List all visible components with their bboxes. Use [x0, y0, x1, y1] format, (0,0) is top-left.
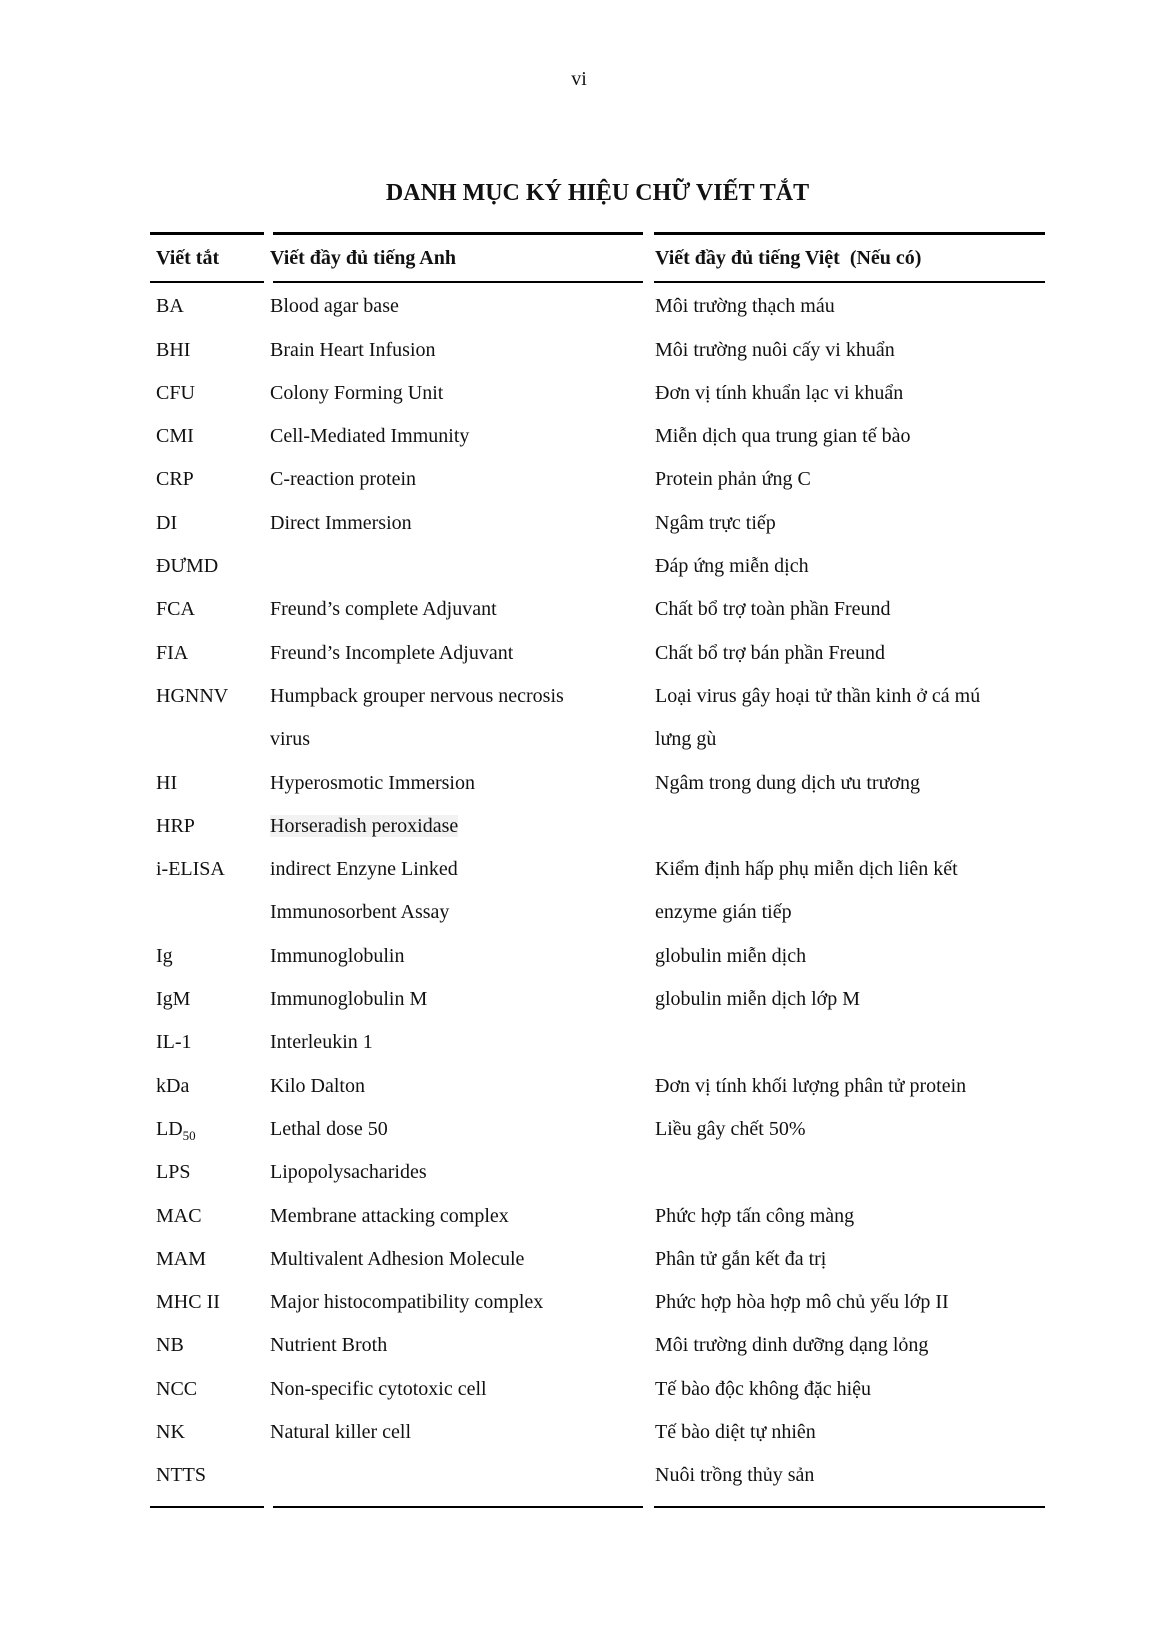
- table-row: [150, 285, 1045, 328]
- vietnamese-cell: [648, 1151, 1045, 1194]
- cell-line: Phức hợp hòa hợp mô chủ yếu lớp II: [655, 1291, 949, 1314]
- vietnamese-cell: [648, 329, 1045, 372]
- vietnamese-cell: [648, 285, 1045, 328]
- cell-line: Đơn vị tính khuẩn lạc vi khuẩn: [655, 381, 904, 404]
- table-header-row: [150, 235, 1045, 281]
- table-row: [150, 1324, 1045, 1367]
- vietnamese-cell: [648, 935, 1045, 978]
- cell-line: MHC II: [156, 1291, 220, 1314]
- cell-line: Miễn dịch qua trung gian tế bào: [655, 425, 911, 448]
- vietnamese-cell: [648, 762, 1045, 805]
- abbreviation-cell: [150, 978, 268, 1021]
- english-cell: [268, 848, 648, 935]
- cell-line: i-ELISA: [156, 858, 225, 881]
- cell-line: Môi trường nuôi cấy vi khuẩn: [655, 338, 895, 361]
- english-cell: [268, 1151, 648, 1194]
- vietnamese-cell: [648, 545, 1045, 588]
- english-cell: [268, 1411, 648, 1454]
- cell-line: Cell-Mediated Immunity: [270, 425, 470, 448]
- vietnamese-cell: [648, 502, 1045, 545]
- cell-line: MAC: [156, 1204, 202, 1227]
- english-cell: [268, 329, 648, 372]
- abbreviation-cell: [150, 372, 268, 415]
- rule-segment: [654, 281, 1045, 284]
- vietnamese-cell: [648, 588, 1045, 631]
- cell-line: lưng gù: [655, 728, 717, 751]
- table-row: [150, 805, 1045, 848]
- cell-line: IgM: [156, 988, 191, 1011]
- vietnamese-cell: [648, 1065, 1045, 1108]
- header-vietnamese: Viết đầy đủ tiếng Việt (Nếu có): [655, 246, 922, 269]
- page-title: DANH MỤC KÝ HIỆU CHỮ VIẾT TẮT: [385, 180, 810, 206]
- table-row: [150, 848, 1045, 935]
- table-row: [150, 675, 1045, 762]
- vietnamese-cell: [648, 415, 1045, 458]
- rule-segment: [273, 281, 643, 284]
- table-row: [150, 329, 1045, 372]
- cell-line: DI: [156, 511, 178, 534]
- english-cell: [268, 588, 648, 631]
- english-cell: [268, 1368, 648, 1411]
- abbreviation-cell: [150, 1454, 268, 1497]
- table-row: [150, 1411, 1045, 1454]
- abbreviation-cell: [150, 1411, 268, 1454]
- cell-line: Loại virus gây hoại tử thần kinh ở cá mú: [655, 684, 981, 707]
- table-row: [150, 502, 1045, 545]
- abbreviation-cell: [150, 632, 268, 675]
- cell-line: $LD_{50}$: [156, 1117, 196, 1143]
- vietnamese-cell: [648, 1195, 1045, 1238]
- cell-line: globulin miễn dịch lớp M: [655, 988, 861, 1011]
- abbreviation-cell: [150, 762, 268, 805]
- abbreviation-cell: [150, 1151, 268, 1194]
- cell-line: CFU: [156, 381, 195, 404]
- cell-line: Tế bào độc không đặc hiệu: [655, 1377, 872, 1400]
- cell-line: Colony Forming Unit: [270, 381, 444, 404]
- vietnamese-cell: [648, 1368, 1045, 1411]
- table-row: [150, 1454, 1045, 1497]
- vietnamese-cell: [648, 1411, 1045, 1454]
- cell-line: Kilo Dalton: [270, 1074, 365, 1097]
- cell-line: Phân tử gắn kết đa trị: [655, 1247, 827, 1270]
- cell-line: NB: [156, 1334, 184, 1357]
- english-cell: [268, 1238, 648, 1281]
- english-cell: [268, 415, 648, 458]
- table-row: [150, 372, 1045, 415]
- vietnamese-cell: [648, 805, 1045, 848]
- cell-line: Direct Immersion: [270, 511, 412, 534]
- rule-segment: [654, 1506, 1045, 1509]
- english-cell: [268, 1021, 648, 1064]
- english-cell: [268, 1108, 648, 1151]
- english-cell: [268, 1324, 648, 1367]
- cell-line: Humpback grouper nervous necrosis: [270, 684, 564, 707]
- cell-line: indirect Enzyne Linked: [270, 858, 458, 881]
- cell-line: Multivalent Adhesion Molecule: [270, 1247, 525, 1270]
- cell-line: Tế bào diệt tự nhiên: [655, 1421, 816, 1444]
- cell-line: Interleukin 1: [270, 1031, 373, 1054]
- cell-line: Major histocompatibility complex: [270, 1291, 544, 1314]
- english-cell: [268, 285, 648, 328]
- abbreviation-cell: [150, 1368, 268, 1411]
- abbreviation-cell: [150, 1238, 268, 1281]
- vietnamese-cell: [648, 1281, 1045, 1324]
- cell-line: Freund’s complete Adjuvant: [270, 598, 497, 621]
- abbreviation-subscript: 50: [182, 1127, 196, 1143]
- cell-line: NCC: [156, 1377, 198, 1400]
- table-row: [150, 632, 1045, 675]
- vietnamese-cell: [648, 1238, 1045, 1281]
- table-row: [150, 1021, 1045, 1064]
- cell-line: Brain Heart Infusion: [270, 338, 436, 361]
- cell-line: Liều gây chết 50%: [655, 1117, 806, 1140]
- cell-line: HRP: [156, 814, 195, 837]
- vietnamese-cell: [648, 1021, 1045, 1064]
- vietnamese-cell: [648, 848, 1045, 935]
- cell-line: Freund’s Incomplete Adjuvant: [270, 641, 514, 664]
- cell-line: Immunosorbent Assay: [270, 901, 450, 924]
- vietnamese-cell: [648, 675, 1045, 762]
- abbreviation-cell: [150, 935, 268, 978]
- table-row: [150, 978, 1045, 1021]
- rule-segment: [150, 1506, 264, 1509]
- english-cell: [268, 1454, 648, 1497]
- table-rule-header-bottom: [150, 281, 1045, 284]
- table-row: [150, 935, 1045, 978]
- abbreviation-cell: [150, 848, 268, 935]
- vietnamese-cell: [648, 1324, 1045, 1367]
- cell-line: Hyperosmotic Immersion: [270, 771, 475, 794]
- cell-line: Nuôi trồng thủy sản: [655, 1464, 815, 1487]
- cell-line: Lipopolysacharides: [270, 1161, 427, 1184]
- table-row: [150, 1368, 1045, 1411]
- page-number: vi: [571, 68, 587, 90]
- cell-line: Môi trường dinh dưỡng dạng lỏng: [655, 1334, 929, 1357]
- cell-line: Immunoglobulin M: [270, 988, 428, 1011]
- cell-line: Chất bổ trợ bán phần Freund: [655, 641, 885, 664]
- abbreviation-cell: [150, 588, 268, 631]
- abbreviation-cell: [150, 458, 268, 501]
- cell-line: Kiểm định hấp phụ miễn dịch liên kết: [655, 858, 958, 881]
- abbreviation-cell: [150, 1195, 268, 1238]
- abbreviation-cell: [150, 502, 268, 545]
- english-cell: [268, 458, 648, 501]
- cell-line: Nutrient Broth: [270, 1334, 388, 1357]
- cell-line: BHI: [156, 338, 191, 361]
- cell-line: globulin miễn dịch: [655, 944, 807, 967]
- cell-line: Non-specific cytotoxic cell: [270, 1377, 487, 1400]
- vietnamese-cell: [648, 372, 1045, 415]
- highlighted-text: Horseradish peroxidase: [270, 814, 459, 837]
- abbreviation-cell: [150, 1108, 268, 1151]
- table-row: [150, 1238, 1045, 1281]
- header-abbreviation: Viết tắt: [156, 246, 220, 269]
- table-row: [150, 1065, 1045, 1108]
- english-cell: [268, 1065, 648, 1108]
- abbreviation-cell: [150, 545, 268, 588]
- rule-segment: [150, 232, 264, 235]
- english-cell: [268, 632, 648, 675]
- vietnamese-cell: [648, 632, 1045, 675]
- table-row: [150, 1108, 1045, 1151]
- cell-line: Protein phản ứng C: [655, 468, 811, 491]
- cell-line: NK: [156, 1421, 185, 1444]
- cell-line: FIA: [156, 641, 189, 664]
- cell-line: Đơn vị tính khối lượng phân tử protein: [655, 1074, 967, 1097]
- vietnamese-cell: [648, 1454, 1045, 1497]
- english-cell: [268, 1281, 648, 1324]
- cell-line: NTTS: [156, 1464, 206, 1487]
- cell-line: Lethal dose 50: [270, 1117, 388, 1140]
- abbreviation-cell: [150, 329, 268, 372]
- cell-line: Natural killer cell: [270, 1421, 412, 1444]
- cell-line: Membrane attacking complex: [270, 1204, 509, 1227]
- vietnamese-cell: [648, 1108, 1045, 1151]
- table-row: [150, 1151, 1045, 1194]
- table-row: [150, 762, 1045, 805]
- table-row: [150, 588, 1045, 631]
- cell-line: CRP: [156, 468, 194, 491]
- cell-line: Ngâm trong dung dịch ưu trương: [655, 771, 920, 794]
- english-cell: [268, 762, 648, 805]
- vietnamese-cell: [648, 978, 1045, 1021]
- cell-line: Đáp ứng miễn dịch: [655, 555, 809, 578]
- english-cell: [268, 502, 648, 545]
- abbreviations-table: [150, 232, 1045, 1508]
- abbreviation-cell: [150, 1065, 268, 1108]
- cell-line: enzyme gián tiếp: [655, 901, 792, 924]
- cell-line: IL-1: [156, 1031, 192, 1054]
- abbreviation-cell: [150, 1324, 268, 1367]
- abbreviation-cell: [150, 285, 268, 328]
- rule-segment: [273, 1506, 643, 1509]
- table-row: [150, 1281, 1045, 1324]
- table-row: [150, 1195, 1045, 1238]
- english-cell: [268, 805, 648, 848]
- rule-segment: [273, 232, 643, 235]
- cell-line: LPS: [156, 1161, 191, 1184]
- table-rule-bottom: [150, 1506, 1045, 1509]
- cell-line: BA: [156, 295, 184, 318]
- english-cell: [268, 978, 648, 1021]
- cell-line: kDa: [156, 1074, 190, 1097]
- cell-line: HGNNV: [156, 684, 229, 707]
- english-cell: [268, 1195, 648, 1238]
- cell-line: Môi trường thạch máu: [655, 295, 835, 318]
- abbreviation-cell: [150, 415, 268, 458]
- table-row: [150, 545, 1045, 588]
- cell-line: HI: [156, 771, 178, 794]
- cell-line: CMI: [156, 425, 194, 448]
- rule-segment: [654, 232, 1045, 235]
- cell-line: Immunoglobulin: [270, 944, 405, 967]
- cell-line: Phức hợp tấn công màng: [655, 1204, 855, 1227]
- cell-line: Ig: [156, 944, 173, 967]
- table-body: [150, 283, 1045, 1505]
- english-cell: [268, 545, 648, 588]
- english-cell: [268, 372, 648, 415]
- english-cell: [268, 675, 648, 762]
- abbreviation-cell: [150, 805, 268, 848]
- cell-line: C-reaction protein: [270, 468, 417, 491]
- table-row: [150, 415, 1045, 458]
- cell-line: Chất bổ trợ toàn phần Freund: [655, 598, 891, 621]
- english-cell: [268, 935, 648, 978]
- rule-segment: [150, 281, 264, 284]
- cell-line: Blood agar base: [270, 295, 399, 318]
- abbreviation-cell: [150, 1021, 268, 1064]
- abbreviation-cell: [150, 1281, 268, 1324]
- cell-line: FCA: [156, 598, 195, 621]
- table-rule-top: [150, 232, 1045, 235]
- cell-line: virus: [270, 728, 310, 751]
- table-row: [150, 458, 1045, 501]
- abbreviation-cell: [150, 675, 268, 762]
- header-english: Viết đầy đủ tiếng Anh: [270, 246, 456, 269]
- cell-line: [270, 805, 648, 848]
- vietnamese-cell: [648, 458, 1045, 501]
- cell-line: MAM: [156, 1247, 207, 1270]
- cell-line: Ngâm trực tiếp: [655, 511, 776, 534]
- cell-line: ĐƯMD: [156, 555, 219, 578]
